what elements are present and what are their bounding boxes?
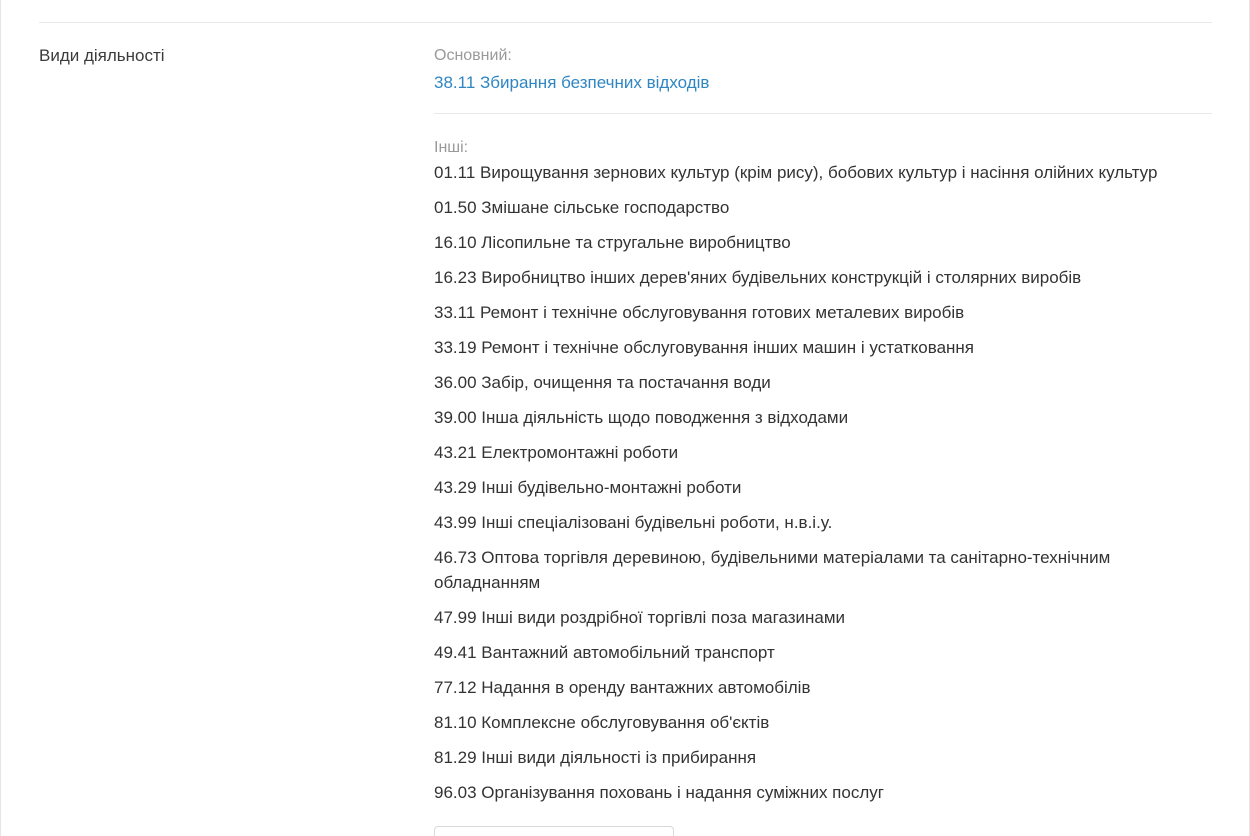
list-item: 01.50 Змішане сільське господарство bbox=[434, 198, 730, 217]
list-item: 46.73 Оптова торгівля деревиною, будівельними матеріалами та санітарно-технічним обладнанням bbox=[434, 548, 1111, 592]
list-item: 47.99 Інші види роздрібної торгівлі поза магазинами bbox=[434, 608, 846, 627]
main-activity-label: Основний: bbox=[434, 47, 512, 64]
section-label: Види діяльності bbox=[39, 46, 165, 65]
list-item: 33.19 Ремонт і технічне обслуговування інших машин і устатковання bbox=[434, 338, 975, 357]
main-activity-link[interactable]: 38.11 Збирання безпечних відходів bbox=[434, 73, 710, 92]
list-item: 81.10 Комплексне обслуговування об'єктів bbox=[434, 713, 770, 732]
list-item: 43.29 Інші будівельно-монтажні роботи bbox=[434, 478, 742, 497]
list-item: 33.11 Ремонт і технічне обслуговування готових металевих виробів bbox=[434, 303, 965, 322]
partial-button[interactable] bbox=[434, 826, 674, 836]
top-divider bbox=[39, 22, 1212, 23]
inner-divider bbox=[434, 113, 1212, 114]
list-item: 43.99 Інші спеціалізовані будівельні роботи, н.в.і.у. bbox=[434, 513, 833, 532]
list-item: 36.00 Забір, очищення та постачання води bbox=[434, 373, 771, 392]
list-item: 16.23 Виробництво інших дерев'яних будівельних конструкцій і столярних виробів bbox=[434, 268, 1082, 287]
list-item: 49.41 Вантажний автомобільний транспорт bbox=[434, 643, 775, 662]
list-item: 39.00 Інша діяльність щодо поводження з відходами bbox=[434, 408, 849, 427]
list-item: 96.03 Організування поховань і надання суміжних послуг bbox=[434, 783, 884, 802]
list-item: 77.12 Надання в оренду вантажних автомобілів bbox=[434, 678, 811, 697]
list-item: 81.29 Інші види діяльності із прибирання bbox=[434, 748, 757, 767]
list-item: 01.11 Вирощування зернових культур (крім рису), бобових культур і насіння олійних культур bbox=[434, 163, 1158, 182]
other-activities-list bbox=[434, 160, 1212, 805]
activities-content bbox=[434, 46, 1212, 815]
other-activities-label: Інші: bbox=[434, 139, 469, 156]
list-item: 16.10 Лісопильне та стругальне виробництво bbox=[434, 233, 791, 252]
list-item: 43.21 Електромонтажні роботи bbox=[434, 443, 679, 462]
